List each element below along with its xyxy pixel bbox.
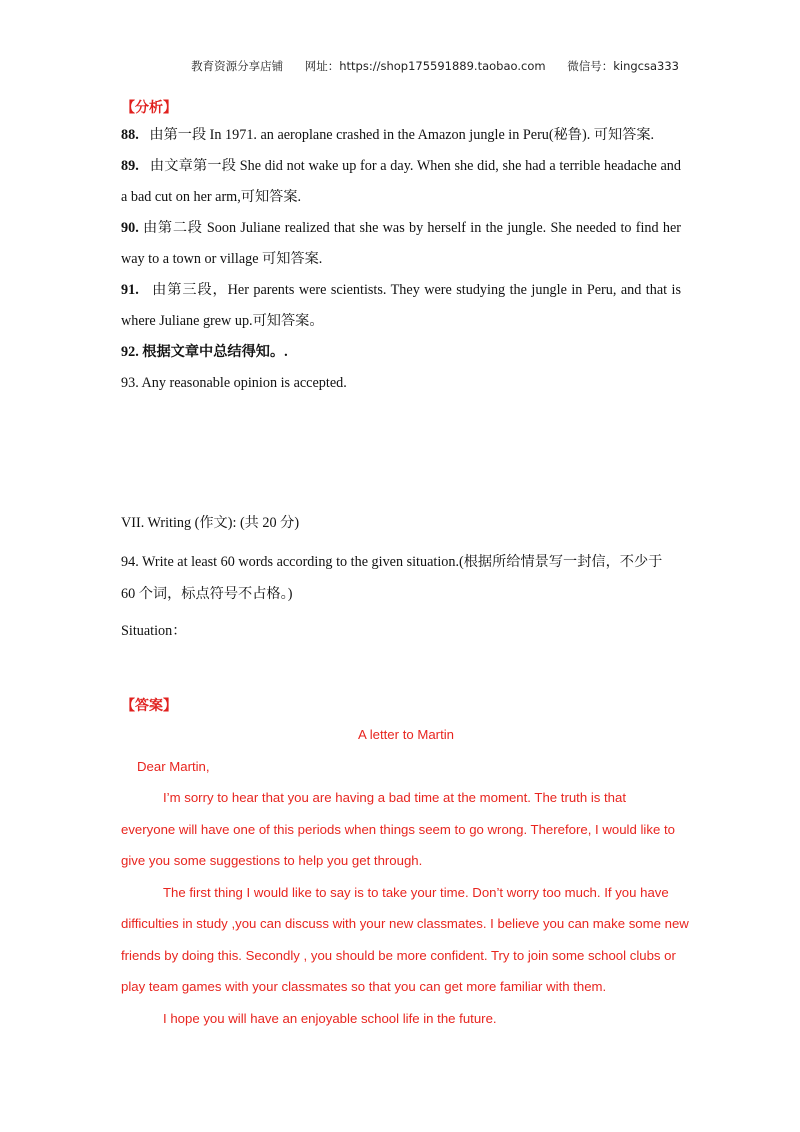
letter-line: difficulties in study ,you can discuss with your new classmates. I believe you can make some new <box>121 916 689 931</box>
analysis-item-90 <box>121 213 681 275</box>
analysis-item-88 <box>121 120 681 151</box>
page-header <box>191 58 679 74</box>
writing-heading: VII. Writing (作文): (共 20 分) <box>121 515 300 531</box>
letter-line: I’m sorry to hear that you are having a bad time at the moment. The truth is that <box>163 790 627 805</box>
item-text: 93. Any reasonable opinion is accepted. <box>121 375 347 391</box>
item-number: 89. <box>121 158 139 174</box>
header-shop: 教育资源分享店铺 <box>191 59 284 73</box>
item-number: 90. <box>121 220 139 236</box>
analysis-item-93 <box>121 368 681 399</box>
item-number: 92. <box>121 344 139 360</box>
item-text: 由文章第一段 She did not wake up for a day. When she did, she had a terrible headache and a bad cut on her arm,可知答案. <box>121 158 681 205</box>
analysis-tag: 【分析】 <box>121 100 177 116</box>
answer-tag: 【答案】 <box>121 698 177 714</box>
letter-line: give you some suggestions to help you get through. <box>121 853 423 868</box>
item-number: 91. <box>121 282 139 298</box>
task-line: 60 个词，标点符号不占格。) <box>121 586 293 602</box>
item-text: 由第三段，Her parents were scientists. They were studying the jungle in Peru, and that is where Juliane grew up.可知答案。 <box>121 282 682 329</box>
letter-line: play team games with your classmates so that you can get more familiar with them. <box>121 979 607 994</box>
letter-title: A letter to Martin <box>357 727 454 742</box>
letter-line: everyone will have one of this periods when things seem to go wrong. Therefore, I would like to <box>121 821 675 837</box>
item-number: 88. <box>121 127 139 143</box>
item-text: 由第一段 In 1971. an aeroplane crashed in the Amazon jungle in Peru(秘鲁). 可知答案. <box>149 127 655 143</box>
situation-label: Situation： <box>121 623 187 639</box>
header-url: 网址：https://shop175591889.taobao.com <box>304 59 546 73</box>
letter-line: friends by doing this. Secondly , you should be more confident. Try to join some school clubs or <box>121 947 676 963</box>
task-line: 94. Write at least 60 words according to the given situation.(根据所给情景写一封信，不少于 <box>121 554 663 570</box>
header-wechat: 微信号：kingcsa333 <box>567 59 679 73</box>
analysis-item-89 <box>121 151 681 213</box>
letter-greeting: Dear Martin, <box>137 758 210 774</box>
analysis-item-91 <box>121 275 681 337</box>
analysis-item-92 <box>121 337 681 368</box>
letter-line: The first thing I would like to say is to take your time. Don’t worry too much. If you have <box>163 884 669 900</box>
item-text: 由第二段 Soon Juliane realized that she was by herself in the jungle. She needed to find her way to a town or village 可知答案. <box>121 220 681 267</box>
letter-line: I hope you will have an enjoyable school life in the future. <box>163 1010 497 1026</box>
item-text: 根据文章中总结得知。. <box>142 344 288 360</box>
answer-letter <box>121 719 691 1034</box>
analysis-section <box>121 120 681 399</box>
writing-task <box>121 546 681 610</box>
